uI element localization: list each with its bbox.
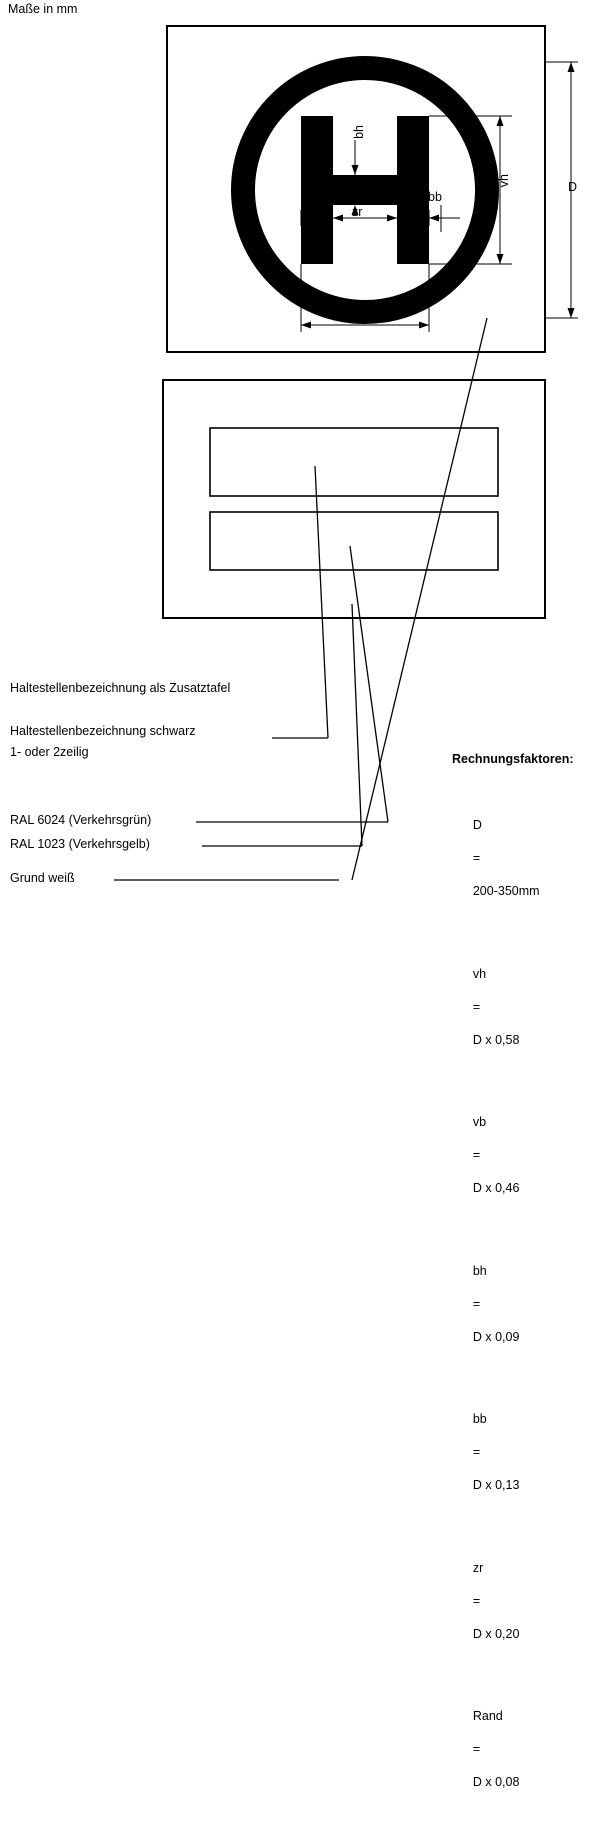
callout-grund: Grund weiß bbox=[10, 871, 75, 885]
factor-op-bb: = bbox=[472, 1445, 481, 1459]
factor-value-vb: D x 0,46 bbox=[472, 1181, 520, 1195]
factor-row-bh bbox=[452, 1246, 574, 1362]
factor-row-vb bbox=[452, 1098, 574, 1214]
factor-op-d: = bbox=[472, 851, 481, 865]
callout-schwarz: Haltestellenbezeichnung schwarz bbox=[10, 724, 196, 738]
factor-name-vh: vh bbox=[472, 966, 487, 981]
symbol-h-crossbar bbox=[301, 175, 429, 205]
factor-op-rand: = bbox=[472, 1742, 481, 1756]
factor-op-zr: = bbox=[472, 1593, 481, 1608]
units-note: Maße in mm bbox=[8, 2, 78, 16]
factor-row-d bbox=[452, 801, 574, 917]
factor-value-vh: D x 0,58 bbox=[472, 1032, 520, 1047]
callout-ral6024: RAL 6024 (Verkehrsgrün) bbox=[10, 813, 152, 827]
factor-value-bb: D x 0,13 bbox=[472, 1478, 520, 1492]
leader-ral1023-diagonal bbox=[352, 604, 362, 846]
factor-name-zr: zr bbox=[472, 1560, 484, 1575]
factor-name-bh: bh bbox=[472, 1263, 487, 1278]
dimension-label-d: D bbox=[568, 180, 578, 194]
callout-ral1023: RAL 1023 (Verkehrsgelb) bbox=[10, 837, 150, 851]
factor-value-bh: D x 0,09 bbox=[472, 1329, 520, 1344]
callout-zusatztafel: Haltestellenbezeichnung als Zusatztafel bbox=[10, 681, 231, 695]
factor-name-bb: bb bbox=[472, 1412, 487, 1426]
factor-op-vb: = bbox=[472, 1148, 481, 1162]
dimension-label-vh: vh bbox=[497, 174, 511, 188]
factor-name-vb: vb bbox=[472, 1115, 487, 1129]
dimension-label-zr: zr bbox=[352, 205, 363, 219]
d-arrow-bottom bbox=[568, 308, 575, 318]
factor-op-vh: = bbox=[472, 999, 481, 1014]
factor-op-bh: = bbox=[472, 1296, 481, 1311]
factors-title: Rechnungsfaktoren: bbox=[452, 752, 574, 766]
factors-block bbox=[452, 718, 574, 1840]
factor-row-vh bbox=[452, 949, 574, 1065]
dimension-label-vb: vb bbox=[353, 312, 367, 326]
bottom-sign-plate bbox=[163, 380, 545, 618]
dimension-label-bb: bb bbox=[428, 190, 442, 204]
factor-row-zr bbox=[452, 1543, 574, 1659]
d-arrow-top bbox=[568, 62, 575, 72]
factor-name-rand: Rand bbox=[472, 1709, 503, 1723]
factor-row-bb bbox=[452, 1395, 574, 1511]
factor-value-zr: D x 0,20 bbox=[472, 1626, 520, 1641]
factor-value-d: 200-350mm bbox=[472, 884, 540, 898]
factor-row-rand bbox=[452, 1692, 574, 1808]
factor-value-rand: D x 0,08 bbox=[472, 1775, 520, 1789]
dimension-label-bh: bh bbox=[352, 125, 366, 139]
callout-zeilig: 1- oder 2zeilig bbox=[10, 745, 89, 759]
factor-name-d: D bbox=[472, 818, 486, 832]
